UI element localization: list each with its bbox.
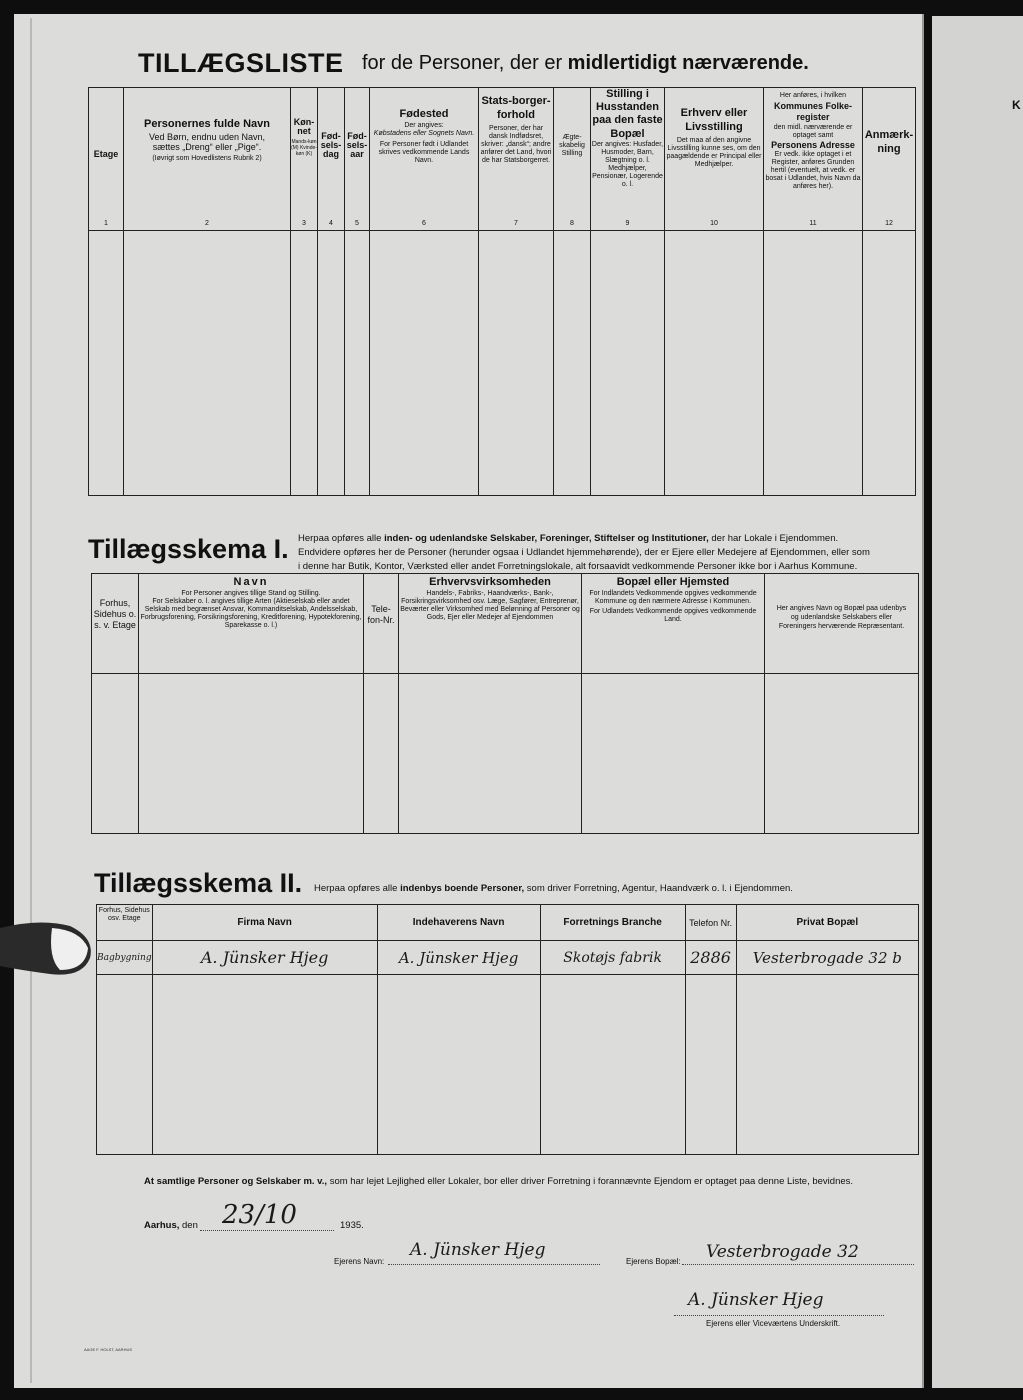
header-remarks bbox=[863, 88, 916, 231]
skema2-header-address: Privat Bopæl bbox=[736, 905, 918, 941]
cell bbox=[540, 975, 685, 1155]
col-num: 9 bbox=[625, 220, 630, 227]
col-sub: den midl. nærværende er optaget samt bbox=[773, 124, 853, 139]
skema2-description bbox=[314, 882, 914, 896]
row-owner: A. Jünsker Hjeg bbox=[377, 941, 540, 975]
skema2-table bbox=[96, 904, 919, 1155]
desc-bold: indenbys boende Personer, bbox=[400, 883, 525, 894]
skema2-header-firm: Firma Navn bbox=[152, 905, 377, 941]
thumb-image bbox=[0, 918, 95, 980]
col-label: Personens Adresse bbox=[771, 140, 855, 150]
skema2-header-floor: Forhus, Sidehus osv. Etage bbox=[97, 905, 153, 941]
col-sub: Handels-, Fabriks-, Haandværks-, Bank-, Forsikringsvirksomhed osv. Læge, Sagfører, Entreprenør, Beværter eller Virksomhed med Belønning af Personer og Gods, Ejer eller Medejer af Ejendommen bbox=[400, 590, 580, 621]
owner-address-handwritten: Vesterbrogade 32 bbox=[706, 1242, 859, 1262]
signature-label: Ejerens eller Viceværtens Underskrift. bbox=[706, 1319, 841, 1328]
address-dotted-line bbox=[682, 1264, 914, 1265]
form-title: TILLÆGSLISTE bbox=[138, 48, 344, 78]
col-sub: Købstadens eller Sognets Navn. bbox=[373, 130, 475, 137]
col-sub: Mands-køn (M) Kvinde-køn (K) bbox=[291, 139, 317, 157]
cell bbox=[124, 231, 291, 496]
col-label: Fød-sels-aar bbox=[346, 131, 368, 159]
col-sub: sættes „Dreng“ eller „Pige“. bbox=[152, 142, 262, 152]
header-name bbox=[124, 88, 291, 231]
statement-text: som har lejet Lejlighed eller Lokaler, bor eller driver Forretning i forannævnte Ejendom er optaget paa denne Liste, bevidnes. bbox=[329, 1176, 854, 1187]
skema1-header-name bbox=[139, 574, 364, 674]
col-sub: Personer, der har dansk Indfødsret, skriver: „dansk“; andre anfører det Land, hvori de har Statsborgerret. bbox=[480, 125, 552, 164]
header-household bbox=[591, 88, 665, 231]
header-register bbox=[764, 88, 863, 231]
skema2-header-phone: Telefon Nr. bbox=[685, 905, 736, 941]
row-phone: 2886 bbox=[685, 941, 736, 975]
table-row bbox=[89, 231, 916, 496]
header-marital bbox=[554, 88, 591, 231]
cell bbox=[685, 975, 736, 1155]
col-num: 12 bbox=[885, 220, 893, 227]
col-sub: Ved Børn, endnu uden Navn, bbox=[148, 132, 266, 142]
skema1-header-business bbox=[399, 574, 582, 674]
col-sub: Er vedk. ikke optaget i et Register, anføres Grunden hertil (eventuelt, at vedk. er bosat i Udlandet, hvis Navn da anføres her). bbox=[765, 151, 861, 190]
col-num: 8 bbox=[570, 220, 574, 227]
date-handwritten: 23/10 bbox=[222, 1200, 297, 1230]
cell bbox=[364, 674, 399, 834]
desc-text: Endvidere opføres her de Personer (herunder ogsaa i Udlandet hjemmehørende), der er Ejere eller Medejere af Ejendommen, eller som bbox=[298, 547, 870, 558]
col-label: Stilling i Husstanden paa den faste bbox=[592, 88, 663, 126]
desc-text: i denne har Butik, Kontor, Værksted eller andet Forretningslokale, alt forsaavidt vedkommende Personer ikke bor i Aarhus Kommune. bbox=[298, 561, 858, 572]
col-sub: For Udlandets Vedkommende opgives vedkommende Land. bbox=[589, 608, 757, 623]
header-etage bbox=[89, 88, 124, 231]
col-num: 10 bbox=[710, 220, 718, 227]
skema1-table bbox=[91, 573, 919, 834]
persons-table bbox=[88, 87, 916, 496]
desc-text: som driver Forretning, Agentur, Haandværk o. l. i Ejendommen. bbox=[526, 883, 793, 894]
col-sub: Der angives: Husfader, Husmoder, Barn, Slægtning o. l. Medhjælper, Pensionær, Logerende o. l. bbox=[591, 141, 664, 188]
cell bbox=[591, 231, 665, 496]
cell bbox=[863, 231, 916, 496]
col-label: Bopæl bbox=[610, 128, 645, 140]
cell bbox=[764, 231, 863, 496]
cell bbox=[291, 231, 318, 496]
cell bbox=[370, 231, 479, 496]
col-sub: Der angives: bbox=[404, 122, 444, 129]
row-address: Vesterbrogade 32 b bbox=[736, 941, 918, 975]
cell bbox=[139, 674, 364, 834]
owner-name-label: Ejerens Navn: bbox=[334, 1257, 385, 1266]
col-sub: For Selskaber o. l. angives tillige Arten (Aktieselskab eller andet Selskab med begrænset Ansvar, Kommanditselskab, Andelsselskab, Forbrugsforening, Forsikringsforening, Kreditforening, Hypotekforening, Sparekasse o. l.) bbox=[140, 598, 362, 629]
header-gender bbox=[291, 88, 318, 231]
header-occupation bbox=[665, 88, 764, 231]
desc-bold: inden- og udenlandske Selskaber, Foreninger, Stiftelser og Institutioner, bbox=[384, 533, 709, 544]
skema2-title: Tillægsskema II. bbox=[94, 868, 303, 898]
col-label: Personernes fulde Navn bbox=[144, 118, 270, 130]
col-sub: Her anføres, i hvilken bbox=[779, 92, 847, 99]
desc-text: der har Lokale i Ejendommen. bbox=[711, 533, 839, 544]
header-birthplace bbox=[370, 88, 479, 231]
skema1-header-phone: Tele-fon-Nr. bbox=[364, 574, 399, 674]
col-num: 3 bbox=[302, 220, 306, 227]
col-label: Erhvervsvirksomheden bbox=[429, 576, 551, 588]
signature-handwritten: A. Jünsker Hjeg bbox=[688, 1290, 824, 1310]
signature-dotted-line bbox=[674, 1315, 884, 1316]
col-label: Anmærk-ning bbox=[864, 129, 914, 155]
cell bbox=[665, 231, 764, 496]
header-birthyear bbox=[345, 88, 370, 231]
row-firm: A. Jünsker Hjeg bbox=[152, 941, 377, 975]
city-label: Aarhus, bbox=[144, 1220, 180, 1231]
printer-imprint: AAGE F. HOLST, AARHUS bbox=[84, 1347, 133, 1352]
den-label: den bbox=[182, 1220, 198, 1231]
col-num: 11 bbox=[809, 220, 817, 227]
cell bbox=[554, 231, 591, 496]
col-label: Kommunes Folke-register bbox=[773, 101, 852, 122]
table-row bbox=[97, 975, 919, 1155]
col-label: Fødested bbox=[399, 108, 449, 120]
owner-address-label: Ejerens Bopæl: bbox=[626, 1257, 681, 1266]
cell bbox=[479, 231, 554, 496]
col-label: Fød-sels-dag bbox=[320, 131, 342, 159]
statement-bold: At samtlige Personer og Selskaber m. v., bbox=[144, 1176, 328, 1187]
col-sub: For Personer angives tillige Stand og Stilling. bbox=[181, 590, 321, 597]
col-num: 7 bbox=[514, 220, 518, 227]
desc-text: Herpaa opføres alle bbox=[298, 533, 382, 544]
skema1-header-floor: Forhus, Sidehus o. s. v. Etage bbox=[92, 574, 139, 674]
subtitle-bold: midlertidigt nærværende. bbox=[567, 52, 809, 74]
cell bbox=[736, 975, 918, 1155]
cell bbox=[97, 975, 153, 1155]
col-sub: For Personer født i Udlandet skrives vedkommende Lands Navn. bbox=[378, 141, 470, 164]
owner-dotted-line bbox=[388, 1264, 600, 1265]
col-num: 1 bbox=[104, 220, 108, 227]
cell bbox=[152, 975, 377, 1155]
header-citizenship bbox=[479, 88, 554, 231]
skema2-header-owner: Indehaverens Navn bbox=[377, 905, 540, 941]
owner-name-handwritten: A. Jünsker Hjeg bbox=[410, 1240, 546, 1260]
col-num: 2 bbox=[205, 220, 209, 227]
cell bbox=[377, 975, 540, 1155]
year-label: 1935. bbox=[340, 1220, 364, 1231]
cell bbox=[399, 674, 582, 834]
skema1-title: Tillægsskema I. bbox=[88, 534, 289, 564]
table-row bbox=[97, 941, 919, 975]
cell bbox=[582, 674, 765, 834]
skema2-header-branch: Forretnings Branche bbox=[540, 905, 685, 941]
skema1-header-representative: Her angives Navn og Bopæl paa udenbys og udenlandske Selskabers eller Foreningers herværende Repræsentant. bbox=[765, 574, 919, 674]
cell bbox=[345, 231, 370, 496]
col-num: 6 bbox=[422, 220, 426, 227]
skema1-header-residence bbox=[582, 574, 765, 674]
cell bbox=[765, 674, 919, 834]
date-dotted-line bbox=[200, 1230, 334, 1231]
adjacent-page-letter: K bbox=[1012, 98, 1021, 112]
col-label: Ægte-skabelig Stilling bbox=[559, 134, 585, 157]
col-label: Bopæl eller Hjemsted bbox=[616, 576, 730, 588]
col-label: Etage bbox=[93, 149, 119, 159]
col-label: Erhverv eller Livsstilling bbox=[680, 107, 748, 133]
col-sub: For Indlandets Vedkommende opgives vedkommende Kommune og den nærmere Adresse i Kommunen. bbox=[589, 590, 757, 605]
header-birthday bbox=[318, 88, 345, 231]
cell bbox=[89, 231, 124, 496]
col-num: 5 bbox=[355, 220, 359, 227]
attestation-text bbox=[144, 1176, 919, 1187]
col-label: Køn-net bbox=[293, 117, 315, 136]
desc-text: Herpaa opføres alle bbox=[314, 883, 398, 894]
col-num: 4 bbox=[329, 220, 333, 227]
row-branch: Skotøjs fabrik bbox=[540, 941, 685, 975]
form-subtitle bbox=[362, 52, 809, 75]
date-line bbox=[144, 1220, 198, 1231]
col-label: Navn bbox=[233, 576, 269, 588]
col-sub: Det maa af den angivne Livsstilling kunne ses, om den paagældende er Principal eller Medhjælper. bbox=[666, 137, 762, 168]
adjacent-page bbox=[932, 16, 1023, 1388]
col-label: Stats-borger-forhold bbox=[481, 95, 551, 121]
row-floor: Bagbygning bbox=[97, 941, 153, 975]
cell bbox=[92, 674, 139, 834]
cell bbox=[318, 231, 345, 496]
table-row bbox=[92, 674, 919, 834]
page-fold-line bbox=[30, 18, 32, 1383]
col-sub: (Iøvrigt som Hovedlistens Rubrik 2) bbox=[152, 155, 262, 162]
skema1-description bbox=[298, 532, 918, 574]
subtitle-text: for de Personer, der er bbox=[362, 52, 563, 74]
